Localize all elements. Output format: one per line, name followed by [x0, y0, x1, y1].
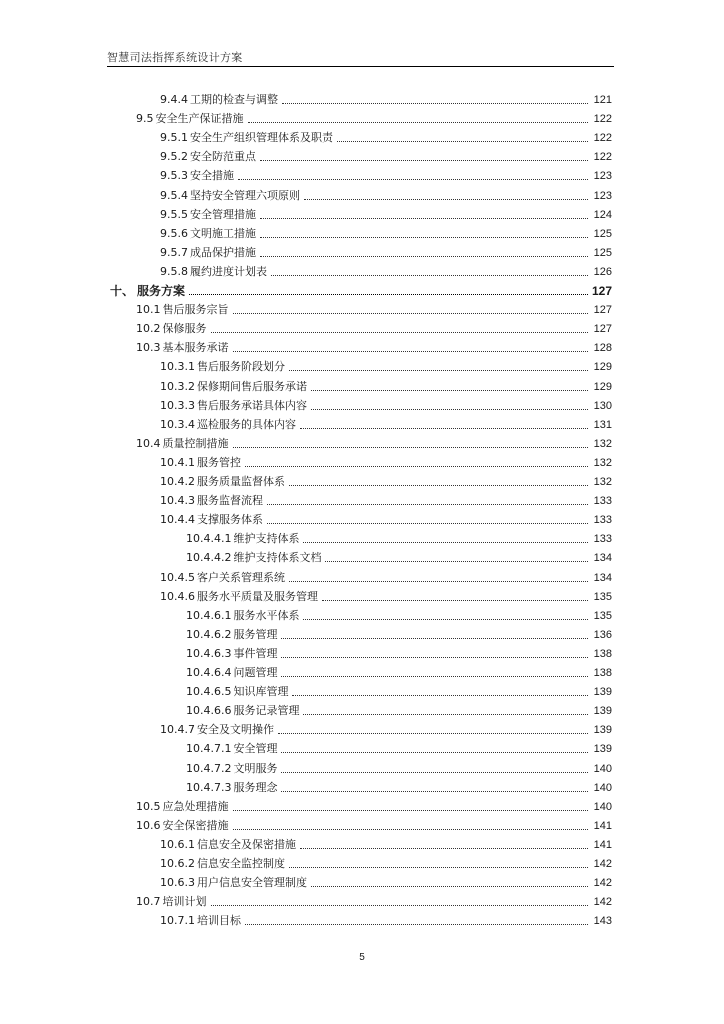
toc-entry[interactable]	[160, 145, 612, 164]
toc-entry-title: 安全管理措施	[190, 207, 256, 221]
toc-entry-page: 141	[593, 838, 612, 851]
toc-entry-title: 服务管控	[197, 455, 241, 469]
toc-entry[interactable]	[160, 126, 612, 145]
toc-entry-title: 售后服务阶段划分	[197, 360, 285, 374]
toc-leader-dots	[282, 102, 588, 104]
toc-entry[interactable]	[186, 699, 612, 718]
toc-entry-page: 122	[593, 132, 612, 145]
toc-entry-number: 9.5.4	[160, 188, 188, 202]
toc-entry-page: 138	[593, 647, 612, 660]
toc-entry-title: 用户信息安全管理制度	[197, 876, 307, 890]
toc-entry[interactable]	[160, 852, 612, 871]
toc-entry-number: 9.5.1	[160, 131, 188, 145]
toc-entry-page: 141	[593, 819, 612, 832]
toc-entry-page: 140	[593, 762, 612, 775]
toc-entry-page: 142	[593, 896, 612, 909]
toc-entry-number: 10.6	[136, 818, 161, 832]
toc-entry-page: 140	[593, 800, 612, 813]
toc-entry-title: 文明施工措施	[190, 226, 256, 240]
toc-leader-dots	[322, 599, 588, 601]
toc-entry-page: 134	[593, 571, 612, 584]
toc-entry-page: 132	[593, 456, 612, 469]
toc-entry-number: 10.4.6.2	[186, 627, 232, 641]
toc-entry-page: 125	[593, 227, 612, 240]
toc-entry-title: 维护支持体系	[233, 532, 300, 546]
toc-entry-title: 应急处理措施	[162, 799, 229, 813]
toc-entry[interactable]	[160, 909, 612, 928]
toc-entry-title: 服务质量监督体系	[197, 475, 285, 488]
toc-entry-number: 10.4.7.3	[186, 780, 232, 794]
toc-entry-page: 125	[593, 246, 612, 259]
toc-entry-title: 客户关系管理系统	[197, 570, 285, 584]
toc-leader-dots	[303, 618, 588, 620]
toc-entry-title: 安全生产保证措施	[155, 112, 244, 126]
toc-entry-title: 质量控制措施	[162, 436, 229, 450]
toc-leader-dots	[260, 236, 588, 238]
toc-entry-title: 知识库管理	[233, 685, 289, 699]
toc-leader-dots	[245, 923, 588, 925]
toc-leader-dots	[303, 713, 588, 715]
toc-entry[interactable]	[160, 566, 612, 585]
toc-entry-page: 135	[593, 590, 612, 603]
toc-entry[interactable]	[186, 623, 612, 642]
toc-entry[interactable]	[186, 527, 612, 546]
toc-entry-number: 10.7.1	[160, 914, 195, 928]
toc-entry-title: 服务理念	[233, 780, 278, 794]
toc-entry-number: 10.5	[136, 799, 161, 813]
toc-leader-dots	[300, 847, 588, 849]
toc-entry-title: 安全生产组织管理体系及职责	[190, 131, 333, 145]
toc-entry-number: 9.5.2	[160, 150, 188, 164]
toc-entry-title: 服务水平体系	[233, 608, 300, 622]
toc-entry-number: 9.4.4	[160, 93, 188, 106]
toc-entry-number: 10.4.4.1	[186, 532, 232, 546]
toc-entry-title: 培训目标	[197, 914, 241, 928]
toc-leader-dots	[337, 140, 588, 142]
page-header: 智慧司法指挥系统设计方案	[107, 51, 243, 64]
toc-entry[interactable]	[160, 871, 612, 890]
toc-entry[interactable]	[136, 336, 612, 355]
toc-entry-number: 10.3.3	[160, 398, 195, 412]
toc-leader-dots	[260, 255, 588, 257]
toc-leader-dots	[311, 408, 588, 410]
toc-entry-title: 服务记录管理	[233, 704, 300, 718]
toc-entry[interactable]	[160, 585, 612, 604]
toc-entry-number: 10.4.7.2	[186, 761, 232, 775]
toc-leader-dots	[233, 312, 589, 314]
toc-leader-dots	[248, 121, 589, 123]
toc-entry-title: 安全防范重点	[190, 150, 256, 164]
toc-entry-title: 事件管理	[233, 646, 278, 660]
toc-entry[interactable]	[186, 680, 612, 699]
toc-entry[interactable]	[186, 757, 612, 776]
toc-entry-page: 123	[593, 170, 612, 183]
toc-leader-dots	[325, 560, 588, 562]
toc-entry[interactable]	[160, 833, 612, 852]
toc-entry-number: 10.3.1	[160, 360, 195, 374]
toc-entry[interactable]	[186, 546, 612, 565]
toc-entry-page: 127	[591, 284, 612, 298]
toc-entry-title: 成品保护措施	[190, 245, 256, 259]
toc-entry[interactable]	[136, 298, 612, 317]
toc-leader-dots	[300, 427, 588, 429]
toc-entry[interactable]	[186, 604, 612, 623]
toc-entry-page: 132	[593, 476, 612, 488]
toc-entry-title: 坚持安全管理六项原则	[190, 188, 300, 202]
header-rule	[107, 66, 614, 67]
toc-entry-page: 138	[593, 667, 612, 679]
toc-entry-page: 139	[593, 686, 612, 699]
toc-entry[interactable]	[110, 279, 612, 298]
toc-entry[interactable]	[160, 88, 612, 107]
toc-entry-number: 9.5.6	[160, 226, 188, 240]
toc-entry[interactable]	[160, 355, 612, 374]
toc-entry-title: 安全措施	[190, 169, 234, 183]
toc-leader-dots	[260, 217, 588, 219]
toc-entry[interactable]	[160, 413, 612, 432]
toc-leader-dots	[289, 580, 588, 582]
toc-entry-number: 10.6.1	[160, 837, 195, 851]
toc-leader-dots	[233, 350, 589, 352]
toc-entry-title: 服务监督流程	[197, 494, 263, 508]
toc-entry-number: 10.4	[136, 436, 161, 450]
toc-entry-title: 信息安全及保密措施	[197, 837, 296, 851]
toc-leader-dots	[211, 904, 589, 906]
toc-entry[interactable]	[186, 661, 612, 680]
toc-entry-title: 维护支持体系文档	[233, 551, 322, 565]
toc-entry-number: 10.1	[136, 303, 161, 317]
toc-entry-number: 9.5	[136, 112, 154, 126]
toc-entry-number: 10.4.4	[160, 513, 195, 527]
toc-entry-page: 139	[593, 743, 612, 756]
toc-entry[interactable]	[160, 489, 612, 508]
toc-entry-number: 10.3.4	[160, 417, 195, 431]
toc-entry-page: 129	[593, 361, 612, 374]
toc-entry-title: 巡检服务的具体内容	[197, 417, 296, 431]
toc-entry-page: 135	[593, 609, 612, 622]
toc-entry-number: 10.4.6.1	[186, 608, 232, 622]
toc-entry-page: 134	[593, 552, 612, 565]
toc-entry-number: 9.5.8	[160, 264, 188, 278]
toc-entry-page: 139	[593, 705, 612, 718]
toc-leader-dots	[281, 656, 588, 658]
toc-entry[interactable]	[136, 107, 612, 126]
toc-entry[interactable]	[160, 241, 612, 260]
toc-entry-page: 122	[593, 151, 612, 164]
toc-entry-page: 131	[593, 418, 612, 431]
toc-entry-page: 124	[593, 208, 612, 221]
toc-leader-dots	[304, 198, 588, 200]
toc-entry[interactable]	[186, 737, 612, 756]
toc-entry-page: 122	[593, 113, 612, 126]
toc-entry-page: 128	[593, 342, 612, 355]
toc-entry-number: 10.4.6.3	[186, 646, 232, 660]
toc-entry-title: 工期的检查与调整	[190, 93, 278, 106]
toc-entry-number: 10.4.3	[160, 494, 195, 508]
page-number: 5	[359, 952, 365, 963]
toc-entry-number: 10.2	[136, 322, 161, 336]
toc-entry[interactable]	[160, 508, 612, 527]
toc-entry-title: 服务水平质量及服务管理	[197, 589, 318, 603]
toc-leader-dots	[278, 732, 588, 734]
toc-entry[interactable]	[160, 222, 612, 241]
toc-entry-number: 10.7	[136, 895, 161, 909]
toc-entry-number: 十、	[110, 284, 135, 298]
toc-entry[interactable]	[136, 317, 612, 336]
toc-entry-page: 133	[593, 514, 612, 527]
toc-entry[interactable]	[136, 795, 612, 814]
toc-leader-dots	[271, 274, 588, 276]
toc-entry-number: 9.5.3	[160, 169, 188, 183]
toc-leader-dots	[289, 369, 588, 371]
toc-entry-number: 10.4.6.4	[186, 666, 232, 679]
toc-entry-title: 安全管理	[233, 742, 278, 756]
toc-entry-title: 售后服务宗旨	[162, 303, 229, 317]
toc-entry-title: 信息安全监控制度	[197, 857, 285, 870]
toc-entry-number: 10.4.2	[160, 475, 195, 488]
toc-entry-page: 127	[593, 323, 612, 336]
toc-entry-number: 10.4.7	[160, 723, 195, 737]
toc-entry-number: 10.4.6.6	[186, 704, 232, 718]
toc-entry-number: 10.6.2	[160, 857, 195, 870]
toc-leader-dots	[233, 446, 589, 448]
toc-entry-page: 130	[593, 399, 612, 412]
toc-leader-dots	[281, 751, 588, 753]
toc-leader-dots	[238, 178, 588, 180]
toc-entry-number: 9.5.7	[160, 245, 188, 259]
toc-leader-dots	[260, 159, 588, 161]
toc-entry[interactable]	[160, 470, 612, 489]
toc-leader-dots	[292, 694, 588, 696]
toc-leader-dots	[189, 293, 588, 295]
toc-entry[interactable]	[160, 375, 612, 394]
toc-entry-number: 9.5.5	[160, 207, 188, 221]
toc-leader-dots	[233, 828, 589, 830]
toc-entry-page: 127	[593, 304, 612, 317]
toc-leader-dots	[303, 541, 588, 543]
toc-entry-title: 问题管理	[233, 666, 278, 679]
toc-leader-dots	[267, 522, 588, 524]
toc-entry-title: 文明服务	[233, 761, 278, 775]
toc-leader-dots	[233, 809, 589, 811]
toc-entry-page: 136	[593, 628, 612, 641]
toc-entry[interactable]	[160, 451, 612, 470]
toc-leader-dots	[211, 331, 589, 333]
toc-entry-title: 培训计划	[162, 895, 207, 909]
toc-entry-number: 10.4.6	[160, 589, 195, 603]
toc-entry-page: 133	[593, 533, 612, 546]
toc-entry[interactable]	[186, 776, 612, 795]
toc-entry-page: 142	[593, 858, 612, 870]
toc-entry-page: 139	[593, 724, 612, 737]
toc-entry[interactable]	[160, 394, 612, 413]
toc-entry-title: 服务方案	[137, 284, 186, 298]
toc-entry-title: 安全及文明操作	[197, 723, 274, 737]
toc-leader-dots	[281, 790, 588, 792]
toc-entry-page: 133	[593, 495, 612, 508]
toc-entry-page: 123	[593, 189, 612, 202]
toc-entry[interactable]	[136, 432, 612, 451]
toc-entry-title: 服务管理	[233, 627, 278, 641]
toc-entry-number: 10.4.6.5	[186, 685, 232, 699]
toc-entry-page: 142	[593, 877, 612, 890]
toc-entry-page: 140	[593, 781, 612, 794]
toc-entry[interactable]	[160, 718, 612, 737]
toc-entry-page: 143	[593, 915, 612, 928]
toc-entry-number: 10.3	[136, 341, 161, 355]
toc-entry-page: 121	[593, 94, 612, 106]
toc-entry-page: 126	[593, 265, 612, 278]
toc-entry[interactable]	[160, 203, 612, 222]
toc-leader-dots	[311, 389, 588, 391]
toc-entry[interactable]	[160, 260, 612, 279]
toc-entry[interactable]	[186, 642, 612, 661]
toc-entry-title: 安全保密措施	[162, 818, 229, 832]
toc-entry-page: 129	[593, 380, 612, 393]
toc-leader-dots	[281, 637, 588, 639]
toc-entry-number: 10.3.2	[160, 379, 195, 393]
toc-leader-dots	[267, 503, 588, 505]
toc-entry[interactable]	[160, 184, 612, 203]
toc-entry-title: 支撑服务体系	[197, 513, 263, 527]
toc-entry-title: 售后服务承诺具体内容	[197, 398, 307, 412]
toc-entry[interactable]	[136, 814, 612, 833]
toc-leader-dots	[245, 465, 588, 467]
toc-leader-dots	[281, 771, 588, 773]
toc-leader-dots	[281, 675, 588, 677]
toc-entry-number: 10.4.7.1	[186, 742, 232, 756]
toc-entry-number: 10.6.3	[160, 876, 195, 890]
toc-entry-title: 保修服务	[162, 322, 207, 336]
toc-entry-number: 10.4.1	[160, 455, 195, 469]
toc-entry[interactable]	[136, 890, 612, 909]
toc-leader-dots	[289, 866, 588, 868]
toc-entry-number: 10.4.5	[160, 570, 195, 584]
toc-entry-title: 履约进度计划表	[190, 264, 267, 278]
toc-entry-number: 10.4.4.2	[186, 551, 232, 565]
toc-entry-title: 基本服务承诺	[162, 341, 229, 355]
toc-leader-dots	[289, 484, 588, 486]
toc-entry-page: 132	[593, 437, 612, 450]
toc-leader-dots	[311, 885, 588, 887]
toc-entry[interactable]	[160, 164, 612, 183]
toc-entry-title: 保修期间售后服务承诺	[197, 379, 307, 393]
